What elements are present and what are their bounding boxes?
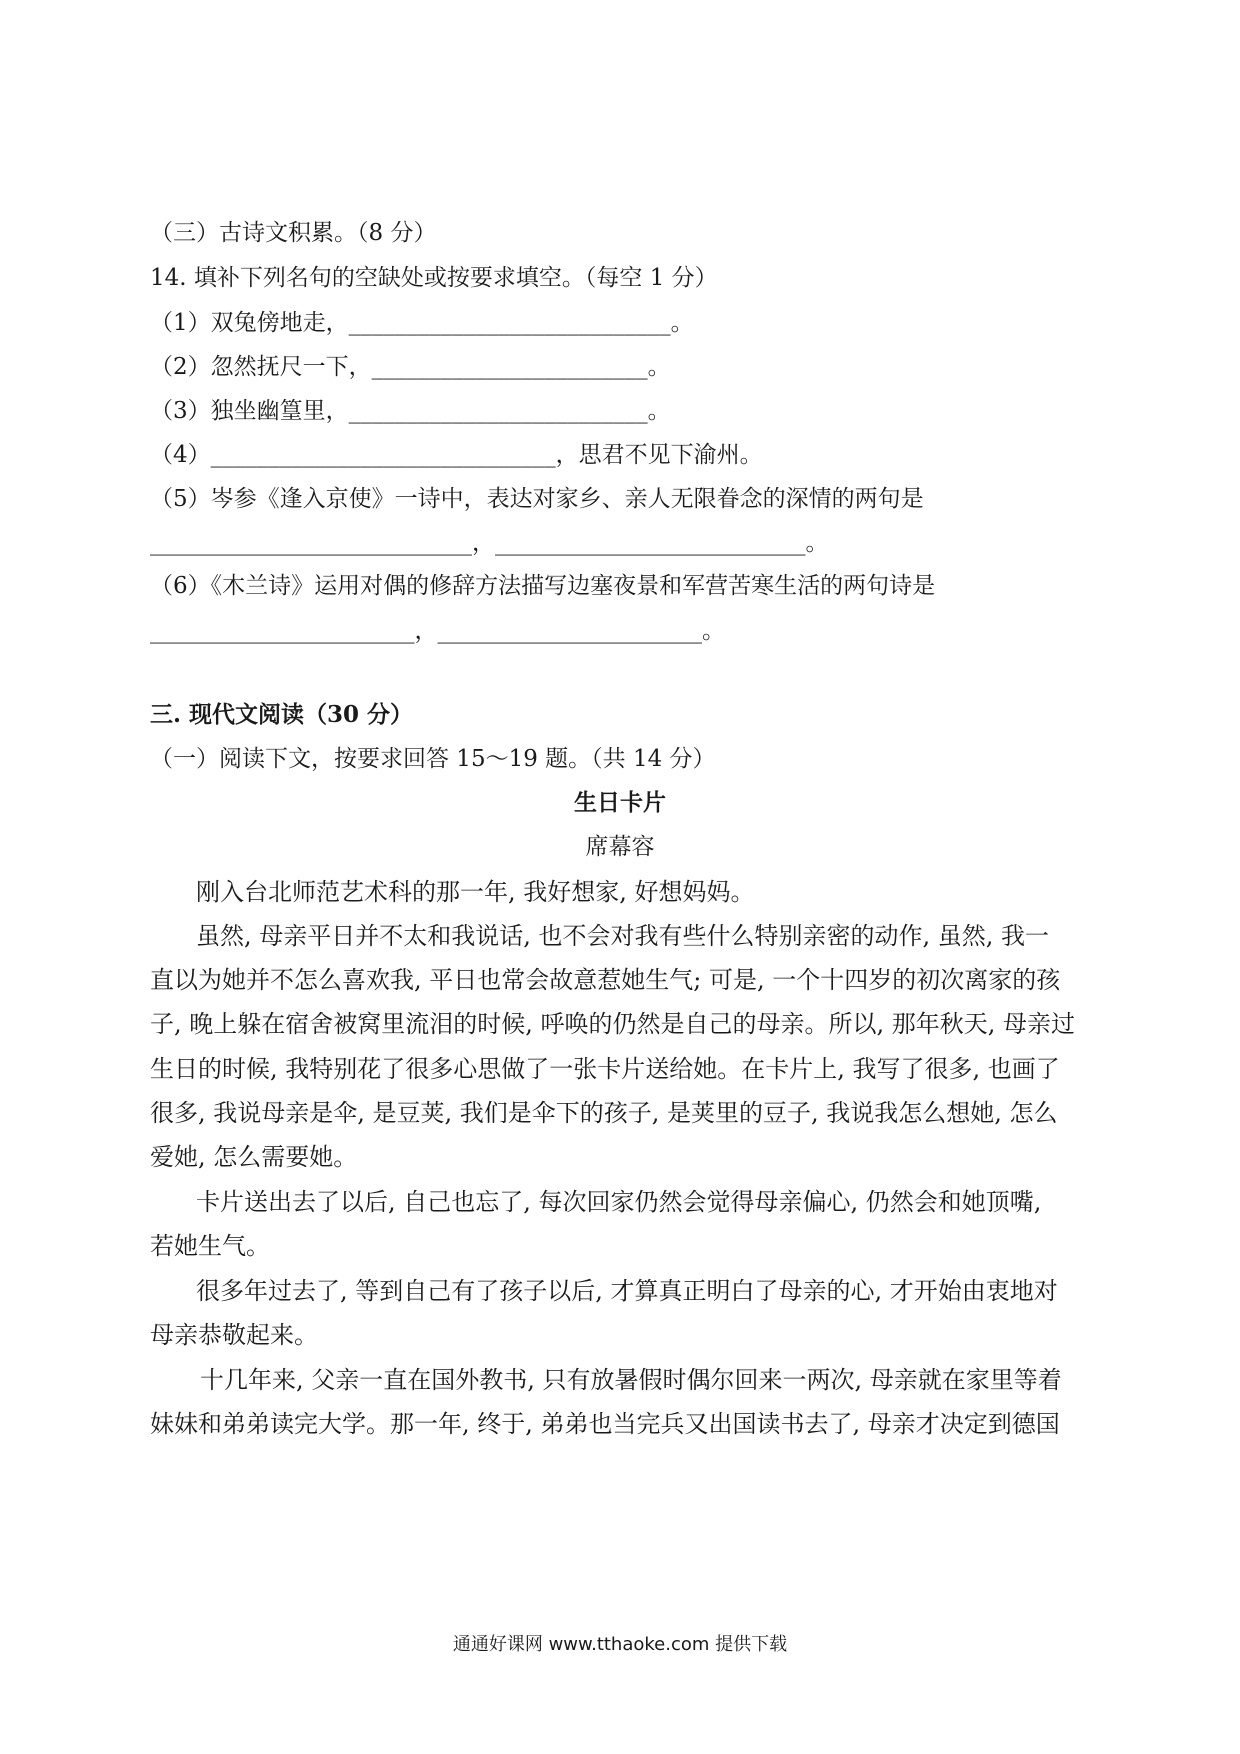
passage-line: 很多年过去了, 等到自己有了孩子以后, 才算真正明白了母亲的心, 才开始由衷地对 — [196, 1277, 1058, 1305]
page-footer: 通通好课网 www.tthaoke.com 提供下载 — [452, 1634, 788, 1655]
passage-line: 子, 晚上躲在宿舍被窝里流泪的时候, 呼唤的仍然是自己的母亲。所以, 那年秋天, 母亲过 — [150, 1010, 1076, 1038]
q14-item-2: （2）忽然抚尺一下，________________________。 — [150, 354, 671, 380]
passage-line: 直以为她并不怎么喜欢我, 平日也常会故意惹她生气; 可是, 一个十四岁的初次离家的孩 — [150, 966, 1061, 994]
passage-line: 若她生气。 — [150, 1232, 270, 1260]
passage-line: 刚入台北师范艺术科的那一年, 我好想家, 好想妈妈。 — [196, 878, 755, 906]
passage-line: 很多, 我说母亲是伞, 是豆荚, 我们是伞下的孩子, 是荚里的豆子, 我说我怎么想她, 怎么 — [150, 1099, 1058, 1127]
q14-item-6-blanks: _______________________，_______________________。 — [150, 618, 725, 644]
passage-line: 卡片送出去了以后, 自己也忘了, 每次回家仍然会觉得母亲偏心, 仍然会和她顶嘴, — [196, 1188, 1042, 1216]
passage-title: 生日卡片 — [574, 789, 666, 816]
q14-item-3: （3）独坐幽篁里，__________________________。 — [150, 398, 671, 424]
passage-line: 虽然, 母亲平日并不太和我说话, 也不会对我有些什么特别亲密的动作, 虽然, 我一 — [196, 922, 1050, 950]
q14-item-5: （5）岑参《逢入京使》一诗中，表达对家乡、亲人无限眷念的深情的两句是 — [150, 486, 924, 512]
passage-line: 生日的时候, 我特别花了很多心思做了一张卡片送给她。在卡片上, 我写了很多, 也画了 — [150, 1055, 1060, 1083]
passage-line: 母亲恭敬起来。 — [150, 1321, 318, 1349]
passage-line: 十几年来, 父亲一直在国外教书, 只有放暑假时偶尔回来一两次, 母亲就在家里等着 — [200, 1366, 1062, 1394]
q14-item-1: （1）双兔傍地走，____________________________。 — [150, 310, 694, 336]
question-14: 14. 填补下列名句的空缺处或按要求填空。（每空 1 分） — [150, 265, 718, 291]
q14-item-4: （4）______________________________，思君不见下渝州。 — [150, 442, 763, 468]
q14-item-5-blanks: ____________________________，___________________________。 — [150, 530, 829, 556]
passage-author: 席幕容 — [585, 834, 655, 860]
part3-heading: 三. 现代文阅读（30 分） — [150, 701, 414, 728]
section3-heading: （三）古诗文积累。（8 分） — [150, 220, 437, 246]
part3-subheading: （一）阅读下文，按要求回答 15～19 题。（共 14 分） — [150, 746, 716, 772]
passage-line: 妹妹和弟弟读完大学。那一年, 终于, 弟弟也当完兵又出国读书去了, 母亲才决定到德国 — [150, 1410, 1060, 1438]
q14-item-6: （6）《木兰诗》运用对偶的修辞方法描写边塞夜景和军营苦寒生活的两句诗是 — [150, 573, 936, 599]
passage-line: 爱她, 怎么需要她。 — [150, 1143, 358, 1171]
